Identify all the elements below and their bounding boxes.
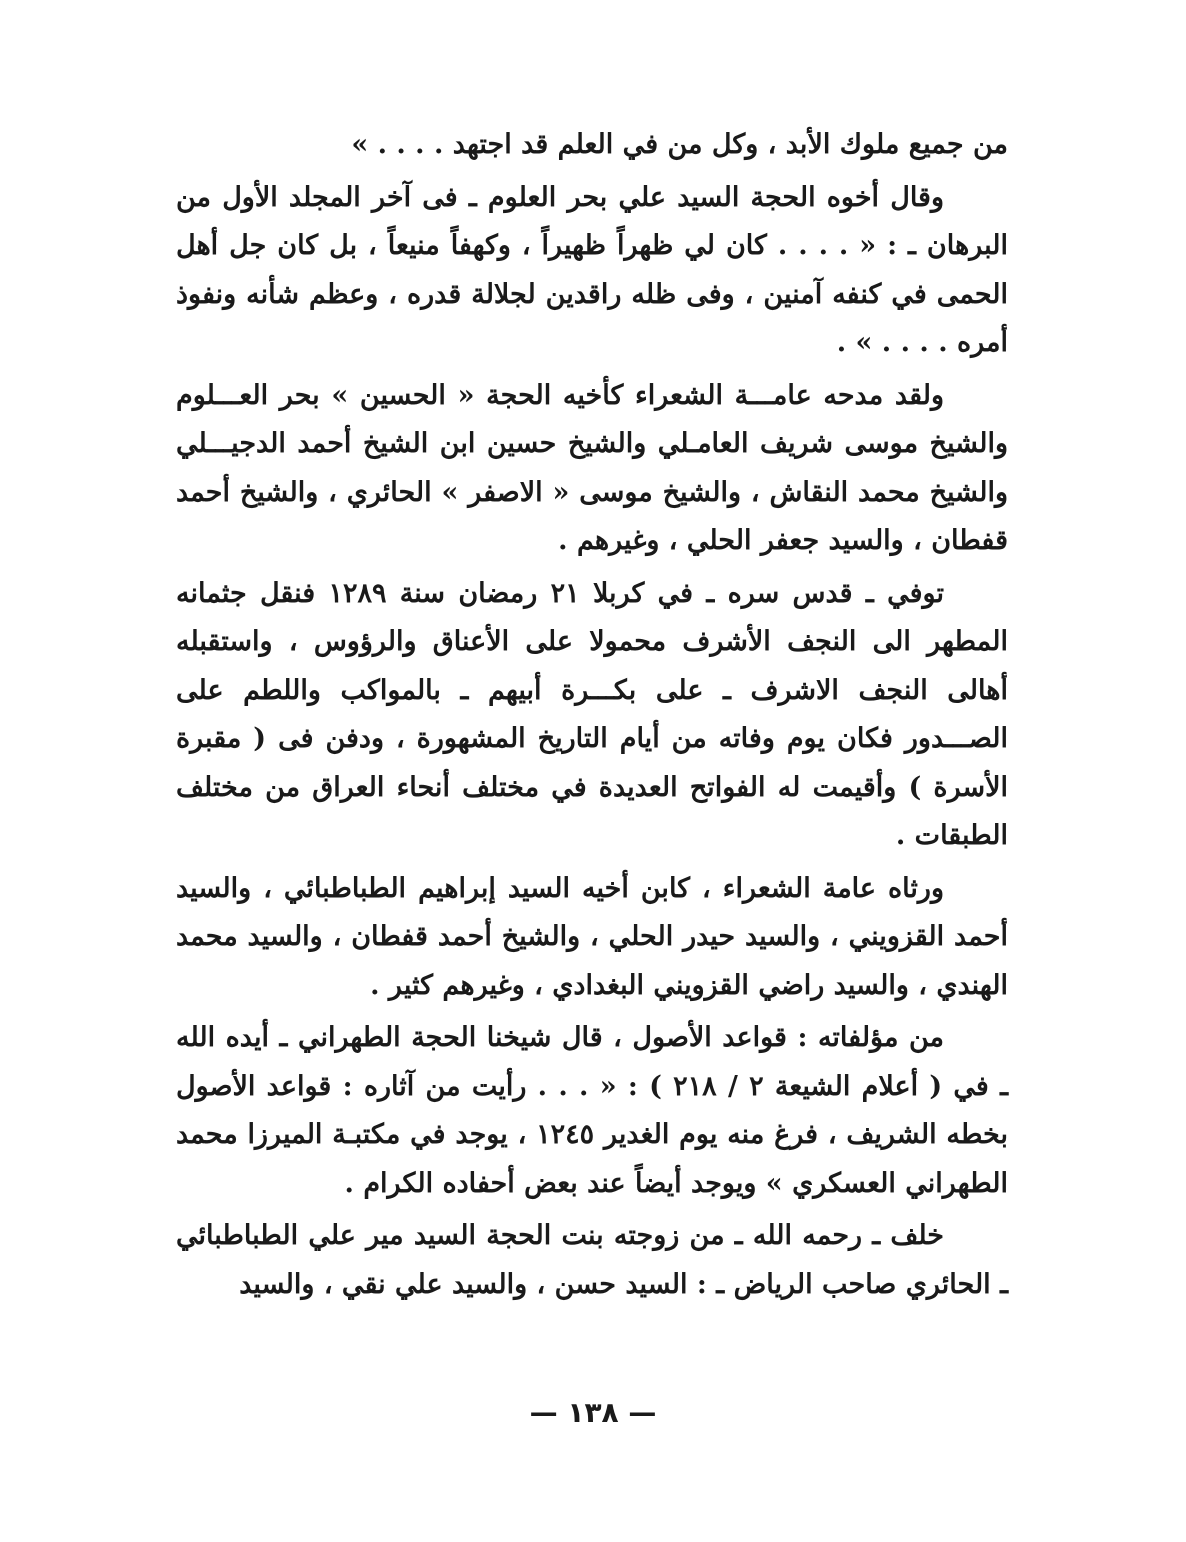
paragraph-2: وقال أخوه الحجة السيد علي بحر العلوم ـ فى آخر المجلد الأول من البرهان ـ : « . . . . كان لي ظهراً ظهيراً ، وكهفاً منيعاً ، بل كان جل أهل الحمى في كنفه آمنين ، وفى ظله راقدين لجلالة قدره ، وعظم شأنه ونفوذ أمره . . . . » .: [176, 181, 1008, 358]
paragraph-7: خلف ـ رحمه الله ـ من زوجته بنت الحجة السيد مير علي الطباطبائي ـ الحائري صاحب الرياض ـ : السيد حسن ، والسيد علي نقي ، والسيد: [176, 1220, 1008, 1300]
paragraph-6: من مؤلفاته : قواعد الأصول ، قال شيخنا الحجة الطهراني ـ أيده الله ـ في ( أعلام الشيعة ٢ / ٢١٨ ) : « . . . رأيت من آثاره : قواعد الأصول بخطه الشريف ، فرغ منه يوم الغدير ١٢٤٥ ، يوجد في مكتبـة الميرزا محمد الطهراني العسكري » ويوجد أيضاً عند بعض أحفاده الكرام .: [176, 1022, 1009, 1199]
paragraph-4: توفي ـ قدس سره ـ في كربلا ٢١ رمضان سنة ١٢٨٩ فنقل جثمانه المطهر الى النجف الأشرف محمولا على الأعناق والرؤوس ، واستقبله أهالى النجف الاشرف ـ على بكـــرة أبيهم ـ بالمواكب واللطم على الصـــدور فكان يوم وفاته من أيام التاريخ المشهورة ، ودفن فى ( مقبرة الأسرة ) وأقيمت له الفواتح العديدة في مختلف أنحاء العراق من مختلف الطبقات .: [176, 577, 1008, 851]
paragraph-3: ولقد مدحه عامـــة الشعراء كأخيه الحجة « الحسين » بحر العـــلوم والشيخ موسى شريف العامـلي والشيخ حسين ابن الشيخ أحمد الدجيـــلي والشيخ محمد النقاش ، والشيخ موسى « الاصفر » الحائري ، والشيخ أحمد قفطان ، والسيد جعفر الحلي ، وغيرهم .: [176, 379, 1008, 556]
page-number: — ١٣٨ —: [529, 1396, 657, 1429]
paragraph-1: من جميع ملوك الأبد ، وكل من في العلم قد اجتهد . . . . »: [351, 129, 1008, 160]
paragraph-5: ورثاه عامة الشعراء ، كابن أخيه السيد إبراهيم الطباطبائي ، والسيد أحمد القزويني ، والسيد حيدر الحلي ، والشيخ أحمد قفطان ، والسيد محمد الهندي ، والسيد راضي القزويني البغدادي ، وغيرهم كثير .: [176, 872, 1008, 1001]
body-text: [176, 121, 1008, 1313]
